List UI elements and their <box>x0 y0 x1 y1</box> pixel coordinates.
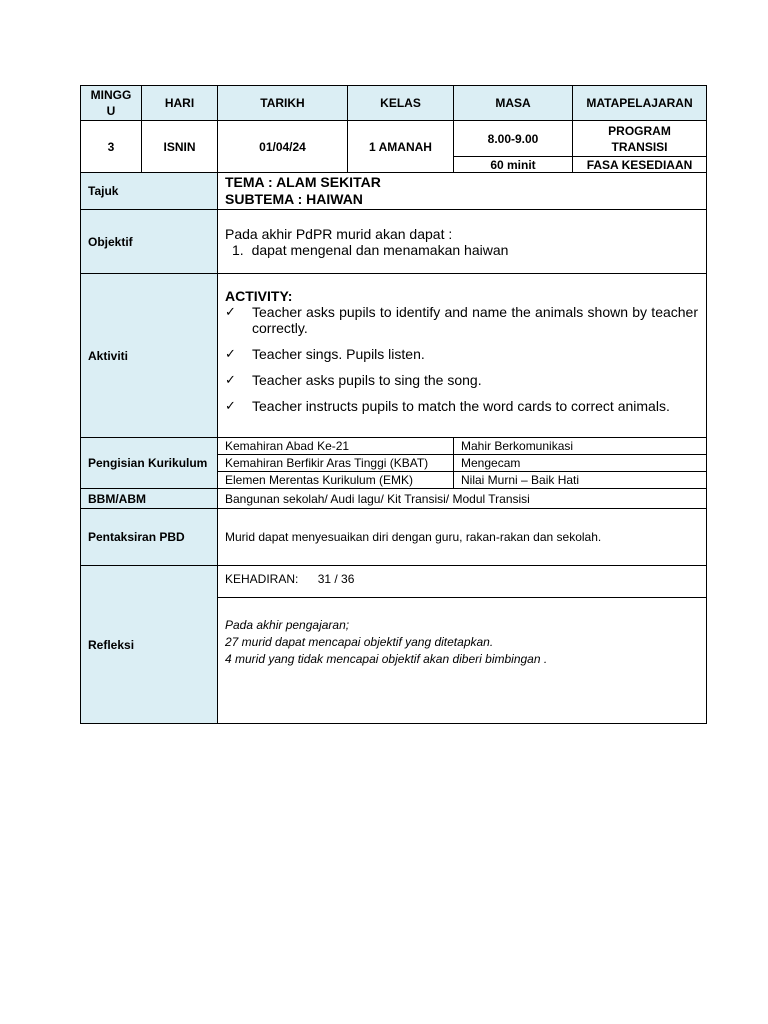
activity-item <box>225 372 698 388</box>
subject-line2: FASA KESEDIAAN <box>573 157 707 173</box>
refleksi-line: 4 murid yang tidak mencapai objektif akan diberi bimbingan . <box>225 652 548 666</box>
check-icon: ✓ <box>225 398 236 413</box>
masa-time: 8.00-9.00 <box>454 121 573 157</box>
pbd-row <box>81 509 707 566</box>
tajuk-row <box>81 173 707 210</box>
activity-item <box>225 346 698 362</box>
kehadiran <box>218 566 707 598</box>
activity-list <box>225 304 698 414</box>
kurikulum-label: Pengisian Kurikulum <box>81 438 218 489</box>
objektif-intro: Pada akhir PdPR murid akan dapat : <box>225 225 453 242</box>
objektif-row <box>81 210 707 274</box>
bbm-value: Bangunan sekolah/ Audi lagu/ Kit Transisi/ Modul Transisi <box>218 489 707 509</box>
refleksi-line: Pada akhir pengajaran; <box>225 618 350 632</box>
header-hari: HARI <box>142 86 218 121</box>
check-icon: ✓ <box>225 372 236 387</box>
objektif-item-text: dapat mengenal dan menamakan haiwan <box>251 241 509 258</box>
kurikulum-key: Kemahiran Berfikir Aras Tinggi (KBAT) <box>218 455 454 472</box>
refleksi-notes <box>218 598 707 724</box>
kurikulum-row-1 <box>81 438 707 455</box>
activity-text: Teacher asks pupils to sing the song. <box>252 372 482 388</box>
kehadiran-label: KEHADIRAN: <box>225 572 299 586</box>
header-matapelajaran: MATAPELAJARAN <box>573 86 707 121</box>
aktiviti-content <box>218 274 707 438</box>
header-minggu: MINGG U <box>81 86 142 121</box>
objektif-label: Objektif <box>81 210 218 274</box>
pbd-label: Pentaksiran PBD <box>81 509 218 566</box>
subtema-text: SUBTEMA : HAIWAN <box>225 191 363 207</box>
activity-title: ACTIVITY: <box>225 288 293 304</box>
bbm-row <box>81 489 707 509</box>
aktiviti-row <box>81 274 707 438</box>
header-tarikh: TARIKH <box>218 86 348 121</box>
header-kelas: KELAS <box>348 86 454 121</box>
kurikulum-value: Mengecam <box>454 455 707 472</box>
minggu-value: 3 <box>81 121 142 173</box>
tajuk-content <box>218 173 707 210</box>
activity-text: Teacher instructs pupils to match the word cards to correct animals. <box>252 398 670 414</box>
kurikulum-key: Elemen Merentas Kurikulum (EMK) <box>218 472 454 489</box>
tajuk-label: Tajuk <box>81 173 218 210</box>
kurikulum-key: Kemahiran Abad Ke-21 <box>218 438 454 455</box>
kelas-value: 1 AMANAH <box>348 121 454 173</box>
aktiviti-label: Aktiviti <box>81 274 218 438</box>
activity-text: Teacher asks pupils to identify and name the animals shown by teacher correctly. <box>252 304 698 336</box>
lesson-plan-table <box>80 85 707 724</box>
bbm-label: BBM/ABM <box>81 489 218 509</box>
kehadiran-value: 31 / 36 <box>317 572 355 586</box>
refleksi-line: 27 murid dapat mencapai objektif yang ditetapkan. <box>225 635 494 649</box>
refleksi-row-1 <box>81 566 707 598</box>
activity-item <box>225 398 698 414</box>
tarikh-value: 01/04/24 <box>218 121 348 173</box>
info-row <box>81 121 707 157</box>
check-icon: ✓ <box>225 304 236 319</box>
objektif-item <box>225 242 699 258</box>
objektif-item-number: 1. <box>232 241 244 258</box>
refleksi-label: Refleksi <box>81 566 218 724</box>
header-row <box>81 86 707 121</box>
hari-value: ISNIN <box>142 121 218 173</box>
check-icon: ✓ <box>225 346 236 361</box>
masa-duration: 60 minit <box>454 157 573 173</box>
activity-text: Teacher sings. Pupils listen. <box>252 346 425 362</box>
objektif-content <box>218 210 707 274</box>
subject-line1: PROGRAM TRANSISI <box>573 121 707 157</box>
activity-item <box>225 304 698 336</box>
tema-text: TEMA : ALAM SEKITAR <box>225 174 381 190</box>
lesson-plan <box>80 85 706 724</box>
kurikulum-value: Nilai Murni – Baik Hati <box>454 472 707 489</box>
kurikulum-value: Mahir Berkomunikasi <box>454 438 707 455</box>
header-masa: MASA <box>454 86 573 121</box>
pbd-value: Murid dapat menyesuaikan diri dengan guru, rakan-rakan dan sekolah. <box>218 509 707 566</box>
